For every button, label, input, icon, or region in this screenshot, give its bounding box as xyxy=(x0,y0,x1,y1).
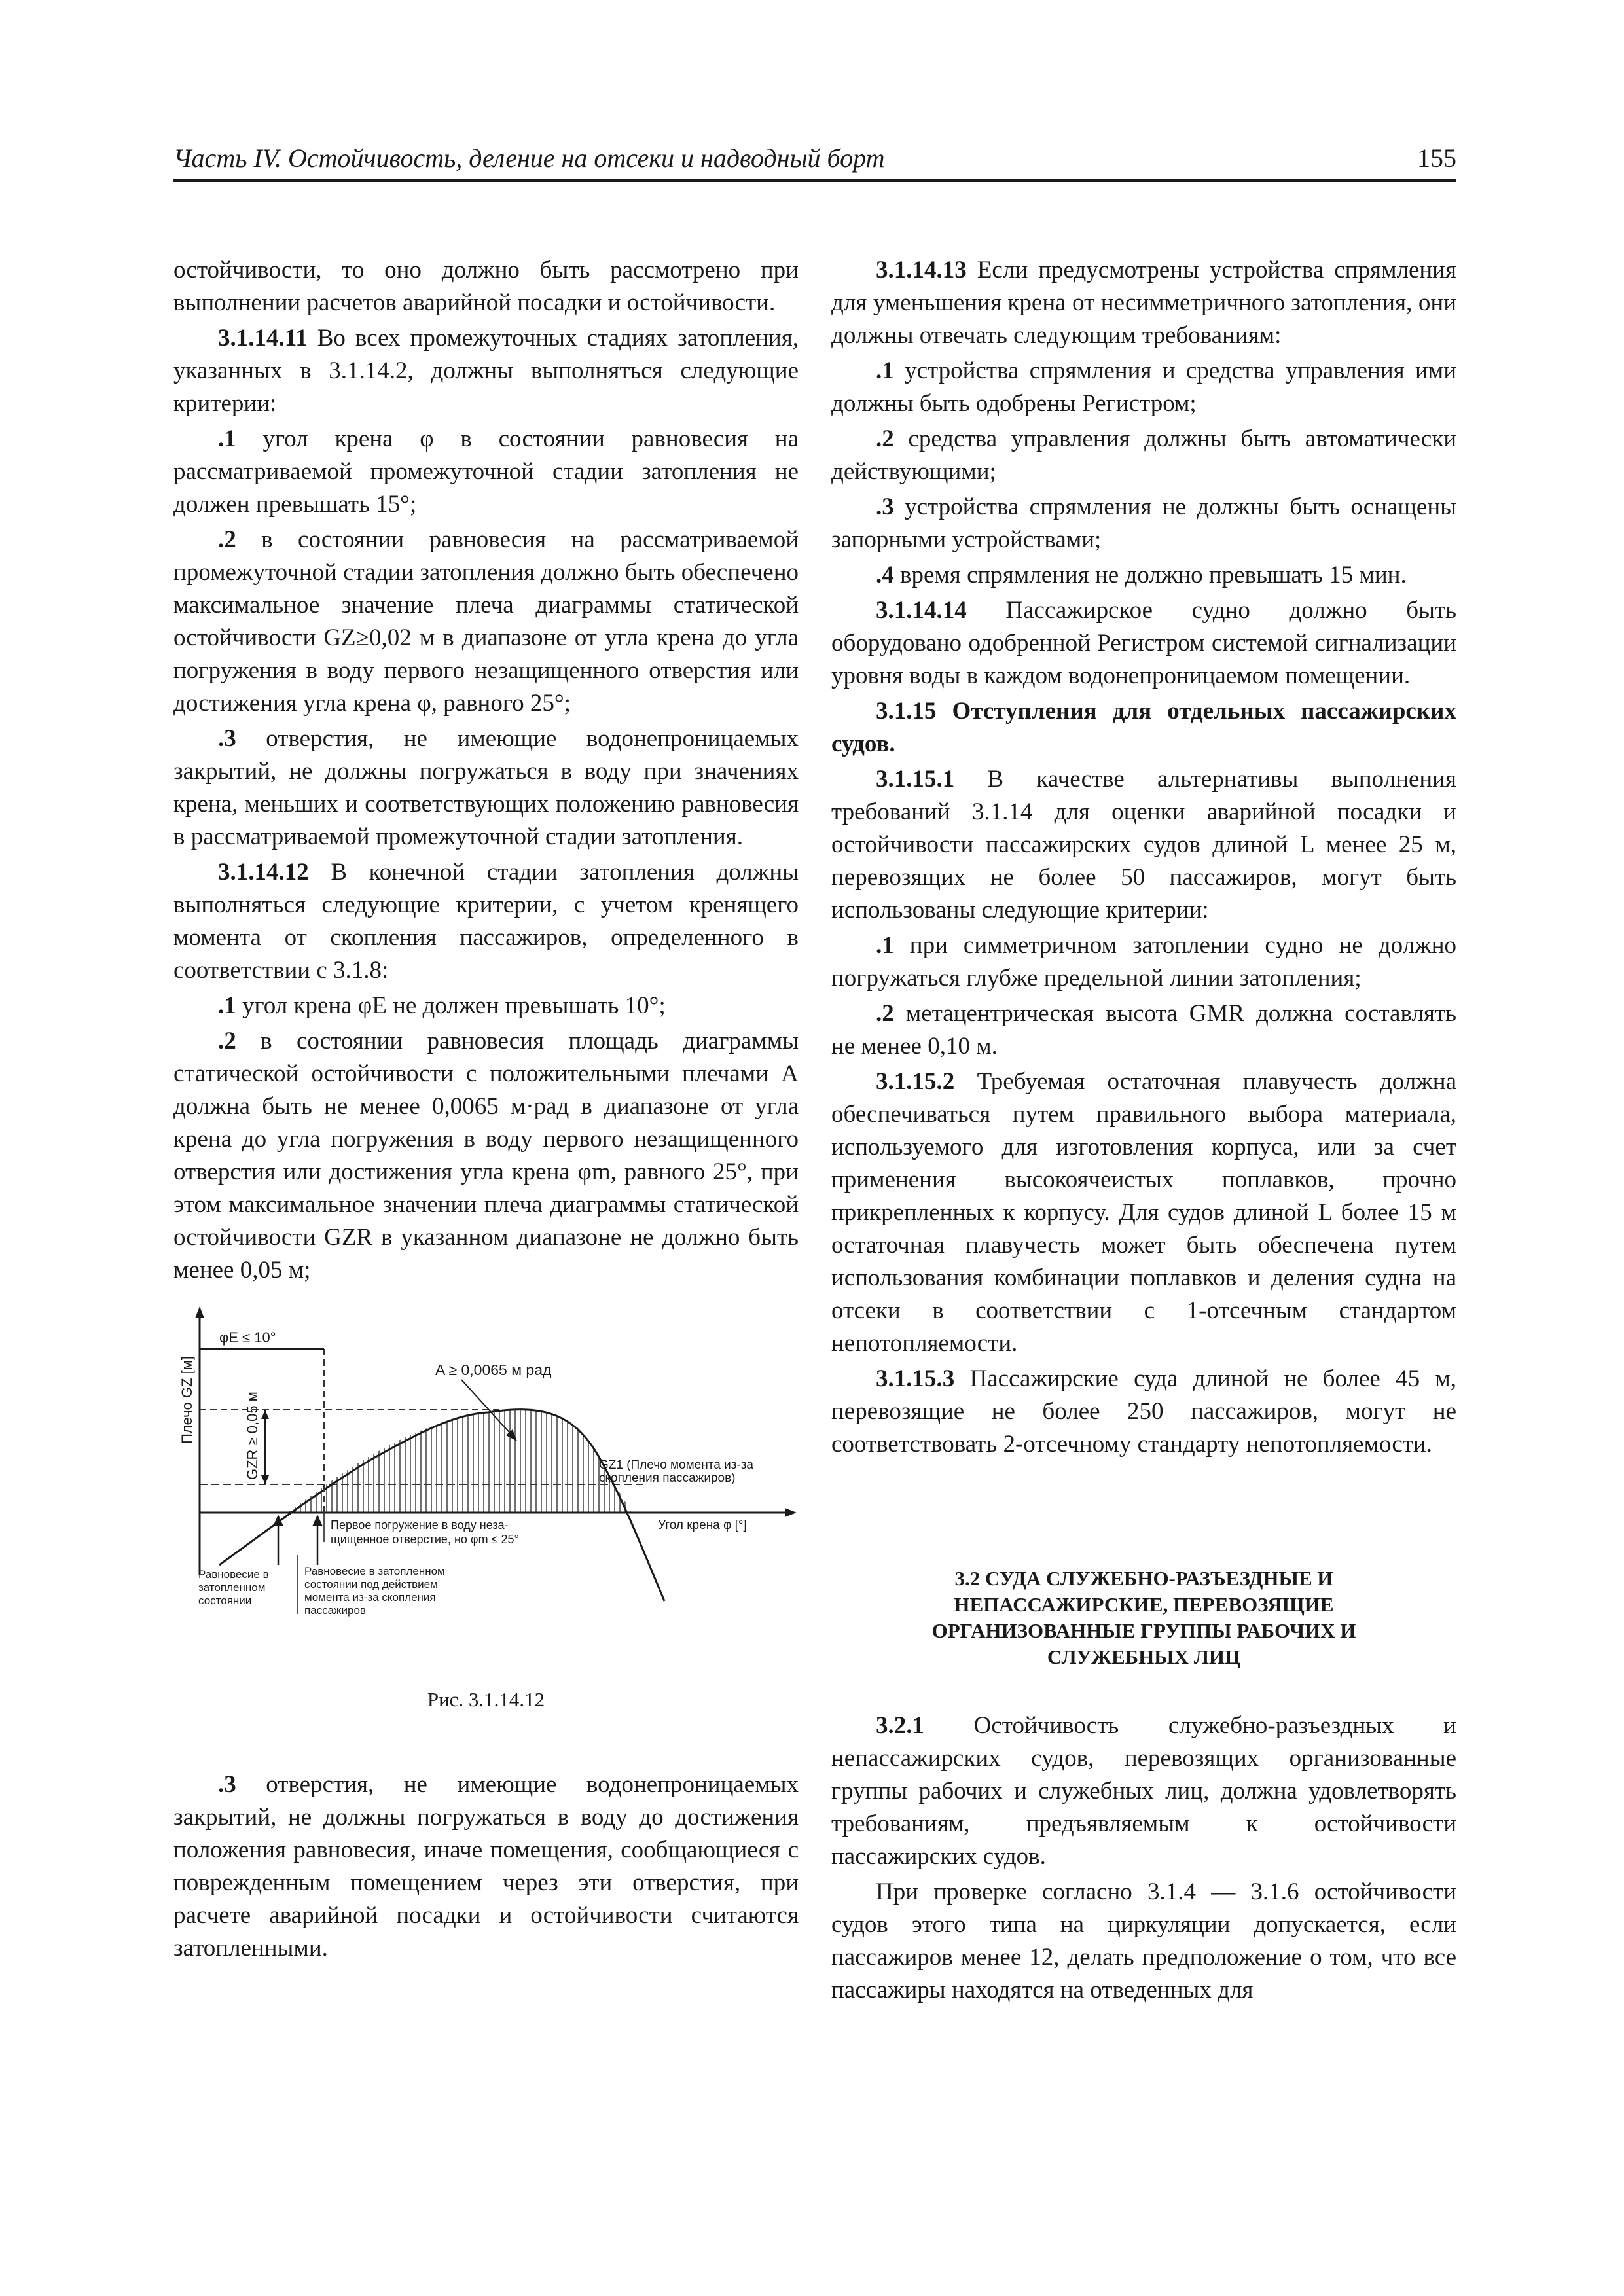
stability-diagram-svg xyxy=(173,1306,799,1679)
paragraph: .2 средства управления должны быть автоматически действующими; xyxy=(831,425,1456,485)
gz1-label-1: GZ1 (Плечо момента из-за xyxy=(599,1458,753,1472)
gzr-arrow-top xyxy=(261,1410,269,1419)
paragraph: .4 время спрямления не должно превышать 15 мин. xyxy=(876,562,1407,588)
paragraph: .3 отверстия, не имеющие водонепроницаемых закрытий, не должны погружаться в воду при значениях крена, меньших и соответствующих положению равновесия в рассматриваемой промежуточной стадии затопления. xyxy=(173,725,799,850)
paragraph: 3.1.15.2 Требуемая остаточная плавучесть должна обеспечиваться путем правильного выбора материала, используемого для изготовления корпуса, или за счет применения высокоячеистых поплавков, прочно прикрепленных к корпусу. Для судов длиной L более 15 м остаточная плавучесть может быть обеспечена путем использования комбинации поплавков и деления судна на отсеки в соответствии с 1-отсечным стандартом непотопляемости. xyxy=(831,1068,1456,1357)
first-immersion-2: щищенное отверстие, но φm ≤ 25° xyxy=(331,1533,519,1546)
running-title: Часть IV. Остойчивость, деление на отсеки и надводный борт xyxy=(173,143,885,173)
eq-flooded-1: Равновесие в xyxy=(198,1568,269,1581)
area-label: A ≥ 0,0065 м рад xyxy=(435,1361,552,1378)
paragraph: .2 метацентрическая высота GMR должна составлять не менее 0,10 м. xyxy=(831,1000,1456,1060)
paragraph: .1 угол крена φE не должен превышать 10°; xyxy=(218,992,666,1019)
right-column xyxy=(831,254,1456,2009)
page-header xyxy=(173,143,1456,183)
subsection-heading: 3.1.15 Отступления для отдельных пассажирских судов. xyxy=(831,698,1456,757)
gzr-label: GZR ≥ 0,05 м xyxy=(244,1391,261,1480)
gz1-label-2: скопления пассажиров) xyxy=(599,1471,736,1485)
paragraph: .1 угол крена φ в состоянии равновесия на рассматриваемой промежуточной стадии затопления не должен превышать 15°; xyxy=(173,425,799,518)
stability-diagram xyxy=(173,1306,799,1679)
y-axis-arrow xyxy=(195,1306,204,1318)
gzr-arrow-bottom xyxy=(261,1475,269,1484)
eq-passengers-1: Равновесие в затопленном xyxy=(304,1565,445,1577)
paragraph: При проверке согласно 3.1.4 — 3.1.6 остойчивости судов этого типа на циркуляции допускается, если пассажиров менее 12, делать предположение о том, что все пассажиры находятся на отведенных для xyxy=(831,1878,1456,2003)
left-column xyxy=(173,254,799,1967)
paragraph: остойчивости, то оно должно быть рассмотрено при выполнении расчетов аварийной посадки и остойчивости. xyxy=(173,257,799,316)
paragraph: .2 в состоянии равновесия на рассматриваемой промежуточной стадии затопления должно быть обеспечено максимальное значение плеча диаграммы статической остойчивости GZ≥0,02 м в диапазоне от угла крена до угла погружения в воду первого незащищенного отверстия или достижения угла крена φ, равного 25°; xyxy=(173,526,799,717)
figure-caption: Рис. 3.1.14.12 xyxy=(427,1688,545,1711)
paragraph: 3.1.15.3 Пассажирские суда длиной не более 45 м, перевозящие не более 250 пассажиров, могут не соответствовать 2-отсечному стандарту непотопляемости. xyxy=(831,1365,1456,1458)
eq-flooded-2: затопленном xyxy=(198,1581,266,1594)
paragraph: 3.1.14.12 В конечной стадии затопления должны выполняться следующие критерии, с учетом кренящего момента от скопления пассажиров, определенного в соответствии с 3.1.8: xyxy=(173,859,799,984)
paragraph: 3.1.14.11 Во всех промежуточных стадиях затопления, указанных в 3.1.14.2, должны выполняться следующие критерии: xyxy=(173,325,799,417)
paragraph: 3.1.15.1 В качестве альтернативы выполнения требований 3.1.14 для оценки аварийной посадки и остойчивости пассажирских судов длиной L менее 25 м, перевозящих не более 50 пассажиров, могут быть использованы следующие критерии: xyxy=(831,766,1456,924)
eq-flooded-3: состоянии xyxy=(198,1594,252,1607)
paragraph: 3.1.14.13 Если предусмотрены устройства спрямления для уменьшения крена от несимметричного затопления, они должны отвечать следующим требованиям: xyxy=(831,257,1456,349)
first-immersion-1: Первое погружение в воду неза- xyxy=(331,1518,509,1532)
x-axis-label: Угол крена φ [°] xyxy=(658,1518,747,1532)
paragraph: 3.2.1 Остойчивость служебно-разъездных и непассажирских судов, перевозящих организованные группы рабочих и служебных лиц, должна удовлетворять требованиям, предъявляемым к остойчивости пассажирских судов. xyxy=(831,1712,1456,1870)
section-heading: 3.2 СУДА СЛУЖЕБНО-РАЗЪЕЗДНЫЕ И НЕПАССАЖИРСКИЕ, ПЕРЕВОЗЯЩИЕ ОРГАНИЗОВАННЫЕ ГРУППЫ РАБОЧИХ И СЛУЖЕБНЫХ ЛИЦ xyxy=(931,1567,1356,1668)
eq-passengers-2: состоянии под действием xyxy=(304,1578,438,1590)
paragraph: .3 отверстия, не имеющие водонепроницаемых закрытий, не должны погружаться в воду до достижения положения равновесия, иначе помещения, сообщающиеся с поврежденным помещением через эти отверстия, при расчете аварийной посадки и остойчивости считаются затопленными. xyxy=(173,1771,799,1962)
paragraph: .1 при симметричном затоплении судно не должно погружаться глубже предельной линии затопления; xyxy=(831,932,1456,992)
paragraph: .3 устройства спрямления не должны быть оснащены запорными устройствами; xyxy=(831,493,1456,553)
area-hatch xyxy=(288,1409,632,1513)
header-rule xyxy=(173,179,1456,182)
x-axis-arrow xyxy=(785,1508,797,1517)
page-number: 155 xyxy=(1417,143,1456,173)
paragraph: 3.1.14.14 Пассажирское судно должно быть оборудовано одобренной Регистром системой сигнализации уровня воды в каждом водонепроницаемом помещении. xyxy=(831,597,1456,689)
eq-passengers-4: пассажиров xyxy=(304,1604,366,1617)
eq-passengers-arrowhead xyxy=(312,1515,323,1526)
paragraph: .1 устройства спрямления и средства управления ими должны быть одобрены Регистром; xyxy=(831,357,1456,417)
eq-passengers-3: момента из-за скопления xyxy=(304,1591,436,1604)
phi-e-label: φE ≤ 10° xyxy=(219,1329,276,1346)
paragraph: .2 в состоянии равновесия площадь диаграммы статической остойчивости с положительными плечами A должна быть не менее 0,0065 м·рад в диапазоне от угла крена до угла погружения в воду первого незащищенного отверстия или достижения угла крена φm, равного 25°, при этом максимальное значении плеча диаграммы статической остойчивости GZR в указанном диапазоне не должно быть менее 0,05 м; xyxy=(173,1028,799,1283)
y-axis-label: Плечо GZ [м] xyxy=(179,1356,195,1444)
